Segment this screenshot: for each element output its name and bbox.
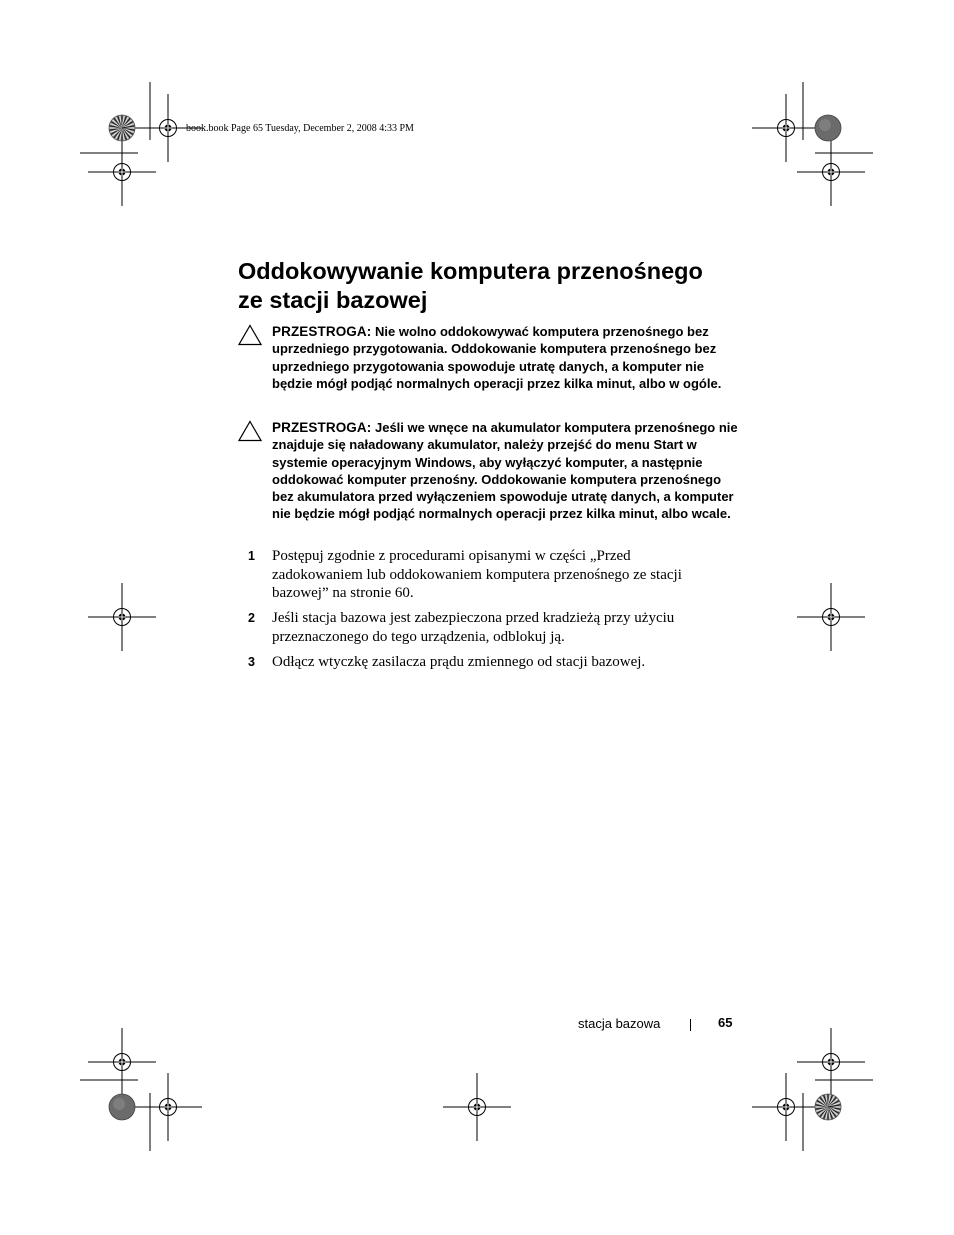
step-text: Odłącz wtyczkę zasilacza prądu zmiennego od stacji bazowej. [272, 653, 646, 670]
page-title-line-1: Oddokowywanie komputera przenośnego [238, 258, 703, 284]
color-target-icon [815, 1094, 841, 1120]
page-title-line-2: ze stacji bazowej [238, 287, 428, 313]
step-text: Jeśli stacja bazowa jest zabezpieczona przed kradzieżą przy użyciu przeznaczonego do tego urządzenia, odblokuj ją. [272, 610, 675, 645]
step-number: 1 [248, 549, 255, 563]
step-number: 2 [248, 611, 255, 626]
step-item [248, 547, 728, 603]
color-target-highlight [113, 1098, 125, 1110]
color-target-icon [109, 115, 135, 141]
caution-triangle-icon [238, 324, 262, 346]
step-text: Postępuj zgodnie z procedurami opisanymi w części „Przed zadokowaniem lub oddokowaniem komputera przenośnego ze stacji bazowej” na stronie 60. [272, 548, 682, 602]
page-number: 65 [718, 1015, 733, 1030]
caution-1-label: PRZESTROGA: [272, 324, 372, 339]
caution-triangle-icon [238, 420, 262, 442]
procedure-steps [248, 547, 728, 678]
color-target-highlight [819, 119, 831, 131]
caution-2-label: PRZESTROGA: [272, 420, 372, 435]
step-item [248, 609, 728, 646]
caution-2-body: Jeśli we wnęce na akumulator komputera przenośnego nie znajduje się naładowany akumulator, należy przejść do menu Start w systemie operacyjnym Windows, aby wyłączyć komputer, a następnie oddokować komputer przenośny. Oddokowanie komputera przenośnego bez akumulatora przed wyłączeniem spowoduje utratę danych, a komputer nie będzie mógł podjąć normalnych operacji przez kilka minut, albo wcale. [272, 420, 738, 522]
footer-divider [690, 1019, 691, 1031]
footer-section-name: stacja bazowa [578, 1016, 661, 1031]
caution-1-body: Nie wolno oddokowywać komputera przenośnego bez uprzedniego przygotowania. Oddokowanie komputera przenośnego bez uprzedniego przygotowania spowoduje utratę danych, a komputer nie będzie mógł podjąć normalnych operacji przez kilka minut, albo w ogóle. [272, 324, 722, 391]
page-title [238, 257, 758, 315]
print-info-line: book.book Page 65 Tuesday, December 2, 2008 4:33 PM [186, 123, 414, 134]
caution-2-text-block [272, 419, 738, 523]
caution-1-text-block [272, 323, 738, 392]
step-item [248, 653, 728, 672]
step-number: 3 [248, 654, 255, 669]
